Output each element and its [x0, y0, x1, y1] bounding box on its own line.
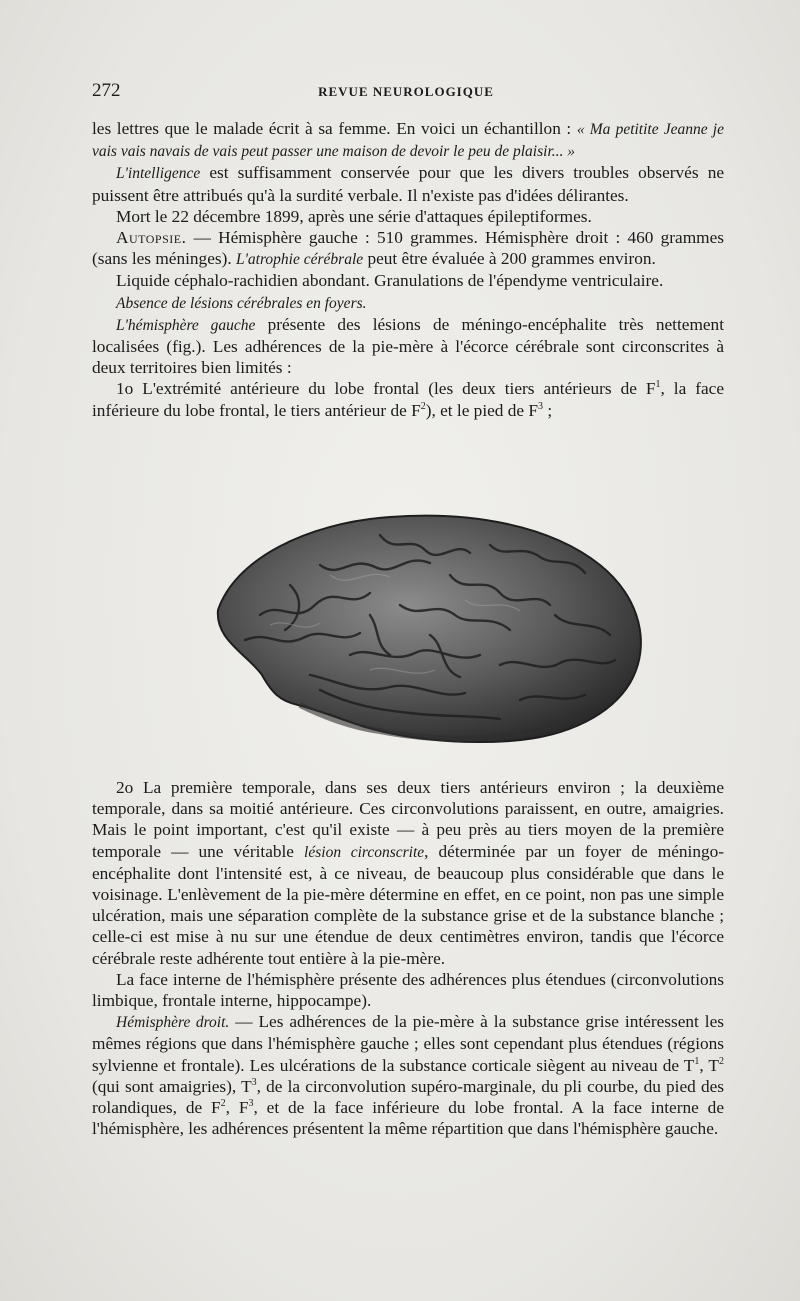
paragraph: L'hémisphère gauche présente des lésions de méningo-encéphalite très nettement localisées (fig.). Les adhérences de la pie-mère à l'écorce cérébrale sont circonscrites à deux territoires bien limités : [92, 314, 724, 378]
paragraph: les lettres que le malade écrit à sa femme. En voici un échantillon : « Ma petitite Jeanne je vais vais navais de vais peut passer une maison de devoir le peu de plaisir... » [92, 119, 724, 161]
paragraph: Hémisphère droit. — Les adhérences de la pie-mère à la substance grise intéressent les mêmes régions que dans l'hémisphère gauche ; elles sont cependant plus étendues (régions sylvienne et frontale). Les ulcérations de la substance corticale siègent au niveau de $T^1$, $T^2$ (qui sont amaigries), $T^3$, de la circonvolution supéro-marginale, du pli courbe, du pied des rolandiques, de $F^2$, $F^3$, et de la face inférieure du lobe frontal. A la face interne de l'hémisphère, les adhérences présentent la même répartition que dans l'hémisphère gauche. [92, 1012, 724, 1139]
paragraph: Liquide céphalo-rachidien abondant. Granulations de l'épendyme ventriculaire. [116, 271, 664, 291]
running-title: REVUE NEUROLOGIQUE [318, 84, 494, 99]
paragraph: L'intelligence est suffisamment conservée pour que les divers troubles observés ne puissent être attribués qu'à la surdité verbale. Il n'existe pas d'idées délirantes. [92, 163, 724, 205]
page-number: 272 [92, 80, 121, 101]
paragraph: 2o La première temporale, dans ses deux tiers antérieurs environ ; la deuxième temporale, dans sa moitié antérieure. Ces circonvolutions paraissent, en outre, amaigries. Mais le point important, c'est qu'il existe — à peu près au tiers moyen de la première temporale — une véritable lésion circonscrite, déterminée par un foyer de méningo-encéphalite dont l'intensité est, à ce niveau, de beaucoup plus considérable que dans le voisinage. L'enlèvement de la pie-mère détermine en effet, en ce point, non pas une simple ulcération, mais une séparation complète de la substance grise et de la substance blanche ; celle-ci est mise à nu sur une étendue de deux centimètres environ, tandis que l'écorce cérébrale reste adhérente tout entière à la pie-mère. [92, 778, 724, 968]
paragraph: Autopsie. — Hémisphère gauche : 510 grammes. Hémisphère droit : 460 grammes (sans les méninges). L'atrophie cérébrale peut être évaluée à 200 grammes environ. [92, 228, 724, 269]
brain-hemisphere-image [200, 505, 655, 755]
brain-figure [200, 505, 655, 755]
paragraph: Absence de lésions cérébrales en foyers. [116, 294, 367, 312]
text-block-bottom [92, 777, 724, 1139]
page-header [92, 80, 720, 108]
paragraph: Mort le 22 décembre 1899, après une série d'attaques épileptiformes. [116, 206, 592, 226]
paragraph: 1o L'extrémité antérieure du lobe frontal (les deux tiers antérieurs de $F^1$, la face inférieure du lobe frontal, le tiers antérieur de $F^2$), et le pied de $F^3$ ; [92, 379, 724, 420]
text-block-top [92, 118, 724, 421]
paragraph: La face interne de l'hémisphère présente des adhérences plus étendues (circonvolutions limbique, frontale interne, hippocampe). [92, 969, 724, 1011]
